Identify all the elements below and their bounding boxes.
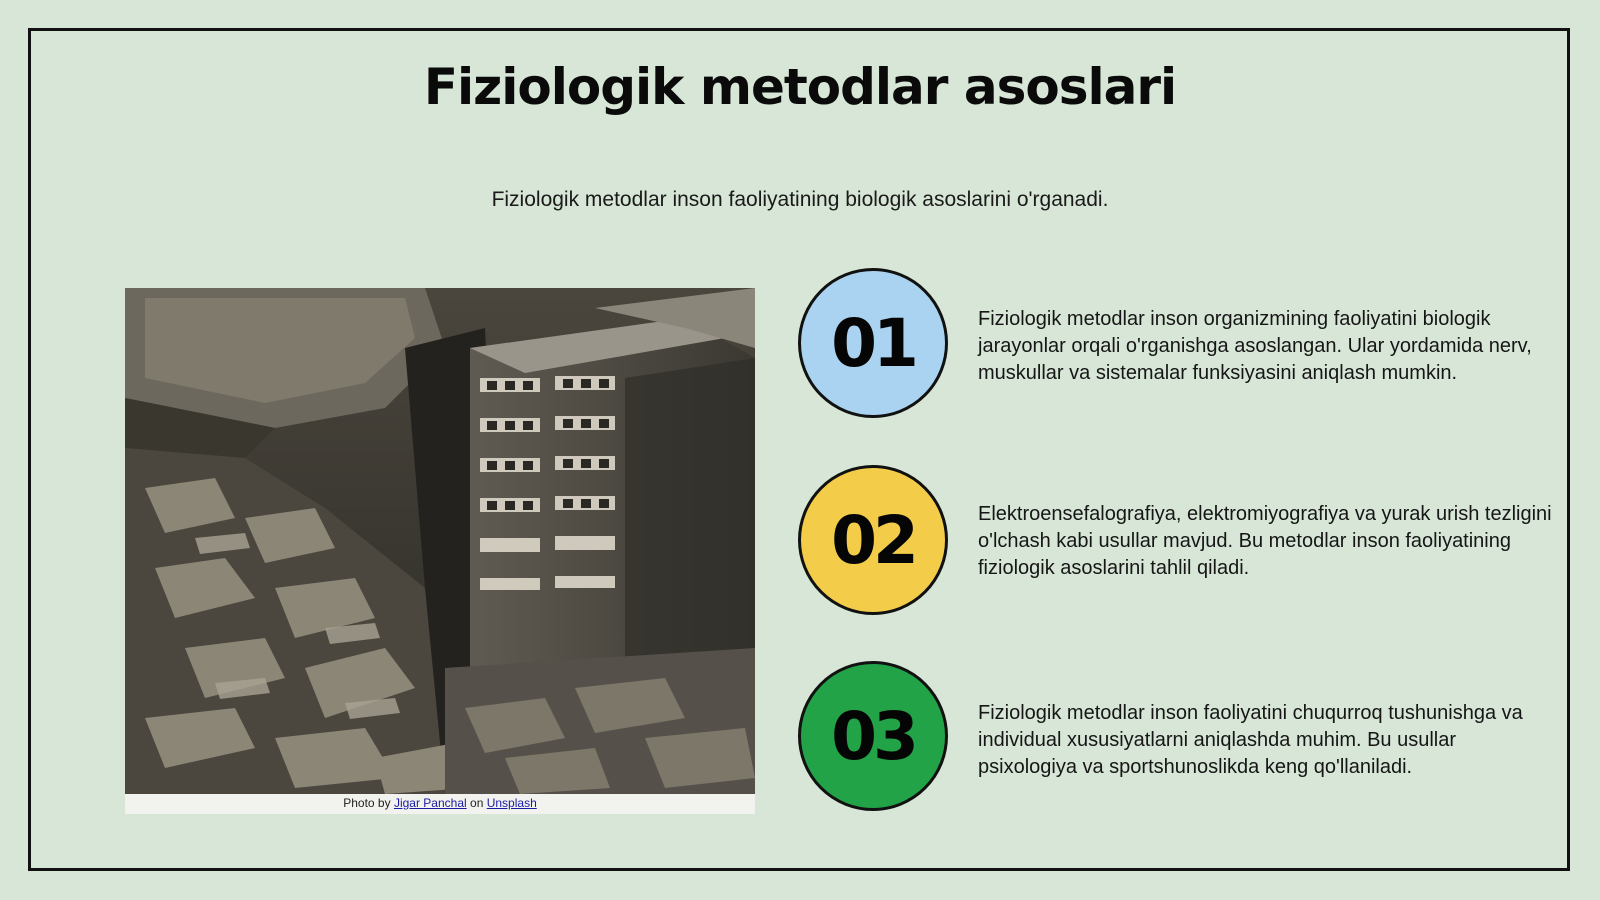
slide-title: Fiziologik metodlar asoslari [423, 58, 1177, 116]
number-badge-3: 03 [798, 661, 948, 811]
number-badge-2: 02 [798, 465, 948, 615]
item-text-1: Fiziologik metodlar inson organizmining faoliyatini biologik jarayonlar orqali o'rganishga asoslangan. Ular yordamida nerv, muskullar va sistemalar funksiyasini aniqlash mumkin. [978, 308, 1532, 384]
item-text-3: Fiziologik metodlar inson faoliyatini chuqurroq tushunishga va individual xususiyatlarni aniqlashda muhim. Bu usullar psixologiya va sportshunoslikda keng qo'llaniladi. [978, 702, 1523, 778]
list-item-3 [798, 661, 1558, 821]
source-link[interactable]: Unsplash [486, 796, 537, 810]
number-badge-1: 01 [798, 268, 948, 418]
item-text-2: Elektroensefalografiya, elektromiyografiya va yurak urish tezligini o'lchash kabi usullar mavjud. Bu metodlar inson faoliyatining fiziologik asoslarini tahlil qiladi. [978, 503, 1552, 579]
photo-credit [125, 796, 755, 810]
credit-middle: on [470, 796, 484, 810]
list-item-1 [798, 268, 1558, 428]
collapsed-building-photo [125, 288, 755, 794]
building-rubble-image [125, 288, 755, 794]
author-link[interactable]: Jigar Panchal [393, 796, 467, 810]
list-item-2 [798, 465, 1558, 625]
photo-container [125, 288, 755, 814]
slide-subtitle: Fiziologik metodlar inson faoliyatining biologik asoslarini o'rganadi. [491, 188, 1109, 211]
credit-prefix: Photo by [343, 796, 391, 810]
